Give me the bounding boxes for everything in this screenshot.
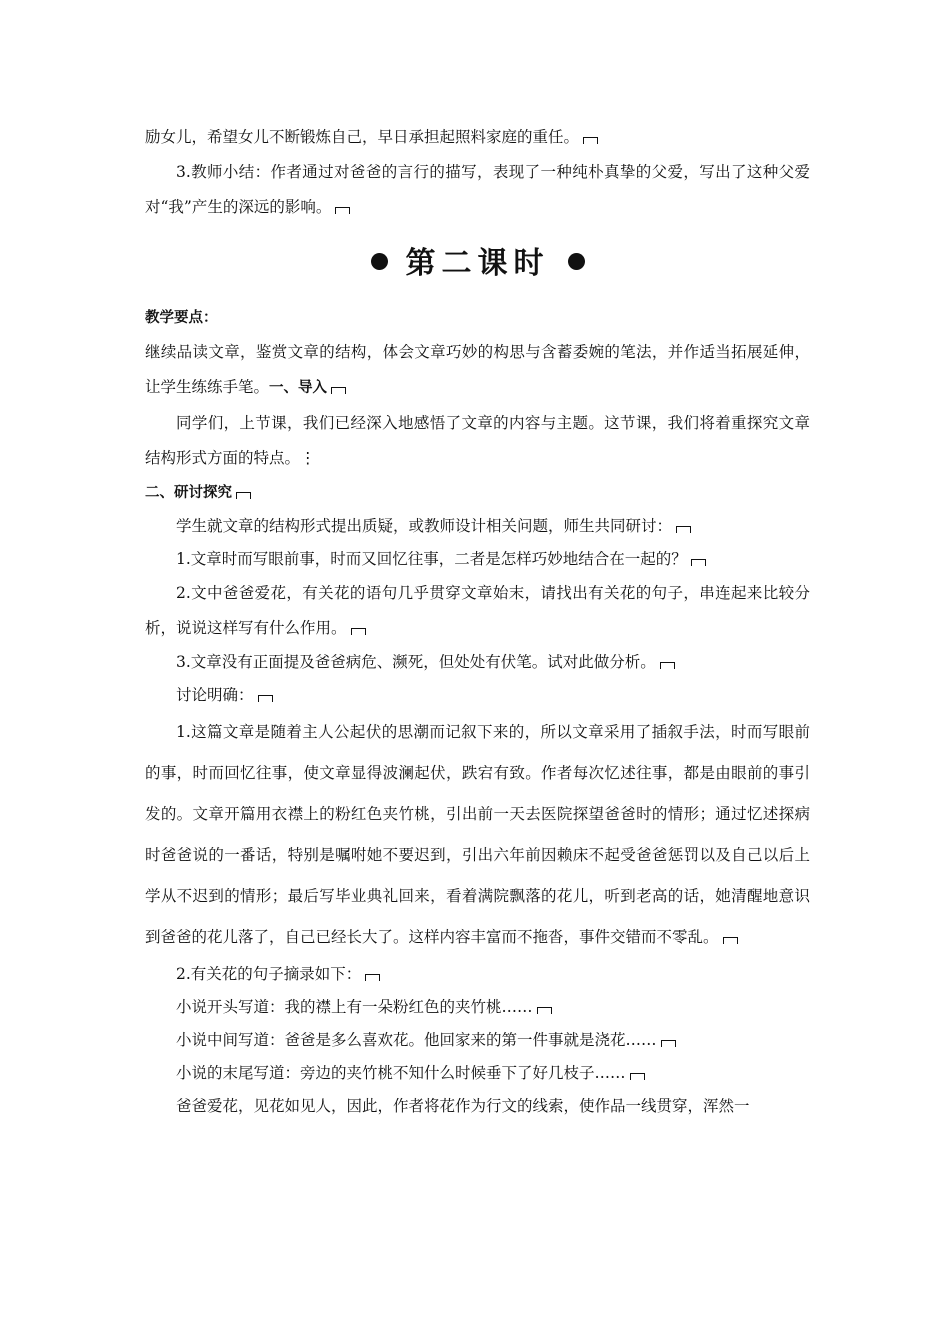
question-item bbox=[145, 646, 810, 679]
paragraph-mark-icon bbox=[661, 1040, 676, 1047]
quote-text: 小说中间写道：爸爸是多么喜欢花。他回家来的第一件事就是浇花…… bbox=[176, 1031, 657, 1049]
paragraph-mark-icon bbox=[351, 628, 366, 635]
paragraph-mark-icon bbox=[583, 137, 598, 144]
paragraph-mark-icon bbox=[660, 662, 675, 669]
paragraph-text: 励女儿，希望女儿不断锻炼自己，早日承担起照料家庭的重任。 bbox=[145, 128, 580, 146]
paragraph-mark-icon bbox=[691, 559, 706, 566]
document-body bbox=[145, 120, 810, 1123]
question-text: 2.文中爸爸爱花，有关花的语句几乎贯穿文章始末，请找出有关花的句子，串连起来比较分析，说说这样写有什么作用。 bbox=[145, 584, 810, 637]
discuss-label-line bbox=[145, 476, 810, 510]
paragraph-continuation bbox=[145, 120, 810, 155]
discuss-intro-paragraph bbox=[145, 510, 810, 543]
section-heading bbox=[145, 239, 810, 289]
conclusion-label: 讨论明确： bbox=[176, 686, 254, 704]
paragraph-text: 1.这篇文章是随着主人公起伏的思潮而记叙下来的，所以文章采用了插叙手法，时而写眼前的事，时而回忆往事，使文章显得波澜起伏，跌宕有致。作者每次忆述往事，都是由眼前的事引发的。文章开篇用衣襟上的粉红色夹竹桃，引出前一天去医院探望爸爸时的情形；通过忆述探病时爸爸说的一番话，特别是嘱咐她不要迟到，引出六年前因赖床不起受爸爸惩罚以及自己以后上学从不迟到的情形；最后写毕业典礼回来，看着满院飘落的花儿，听到老高的话，她清醒地意识到爸爸的花儿落了，自己已经长大了。这样内容丰富而不拖沓，事件交错而不零乱。 bbox=[145, 723, 810, 946]
question-item bbox=[145, 543, 810, 576]
teaching-points-label bbox=[145, 301, 810, 335]
paragraph-mark-icon bbox=[335, 207, 350, 214]
quote-text: 小说开头写道：我的襟上有一朵粉红色的夹竹桃…… bbox=[176, 998, 533, 1016]
paragraph-text: 爸爸爱花，见花如见人，因此，作者将花作为行文的线索，使作品一线贯穿，浑然一 bbox=[176, 1097, 750, 1115]
question-text: 1.文章时而写眼前事，时而又回忆往事，二者是怎样巧妙地结合在一起的？ bbox=[176, 550, 687, 568]
quote-item bbox=[145, 1057, 810, 1090]
paragraph-text: 3.教师小结：作者通过对爸爸的言行的描写，表现了一种纯朴真挚的父爱，写出了这种父爱对“我”产生的深远的影响。 bbox=[145, 163, 810, 216]
conclusion-label-line bbox=[145, 679, 810, 712]
paragraph-mark-icon bbox=[537, 1007, 552, 1014]
paragraph-text: 同学们，上节课，我们已经深入地感悟了文章的内容与主题。这节课，我们将着重探究文章结构形式方面的特点。⋮ bbox=[145, 414, 810, 467]
intro-paragraph bbox=[145, 406, 810, 476]
teaching-points-paragraph bbox=[145, 335, 810, 406]
final-paragraph bbox=[145, 1090, 810, 1123]
paragraph-text: 继续品读文章，鉴赏文章的结构，体会文章巧妙的构思与含蓄委婉的笔法，并作适当拓展延伸，让学生练练手笔。 bbox=[145, 343, 810, 396]
section-heading-text: 第二课时 bbox=[405, 246, 550, 281]
quote-item bbox=[145, 1024, 810, 1057]
paragraph-mark-icon bbox=[630, 1073, 645, 1080]
label-text: 教学要点： bbox=[145, 310, 218, 326]
quote-text: 小说的末尾写道：旁边的夹竹桃不知什么时候垂下了好几枝子…… bbox=[176, 1064, 626, 1082]
answer-2-intro bbox=[145, 958, 810, 991]
quote-item bbox=[145, 991, 810, 1024]
paragraph-mark-icon bbox=[331, 387, 346, 394]
intro-label: 一、导入 bbox=[269, 380, 328, 396]
teacher-summary-paragraph bbox=[145, 155, 810, 225]
paragraph-mark-icon bbox=[723, 937, 738, 944]
paragraph-text: 学生就文章的结构形式提出质疑，或教师设计相关问题，师生共同研讨： bbox=[176, 517, 673, 535]
question-item bbox=[145, 576, 810, 646]
paragraph-mark-icon bbox=[365, 974, 380, 981]
paragraph-mark-icon bbox=[236, 492, 251, 499]
answer-paragraph bbox=[145, 712, 810, 958]
discuss-label: 二、研讨探究 bbox=[145, 485, 232, 501]
paragraph-text: 2.有关花的句子摘录如下： bbox=[176, 965, 362, 983]
question-text: 3.文章没有正面提及爸爸病危、濒死，但处处有伏笔。试对此做分析。 bbox=[176, 653, 656, 671]
bullet-dot-icon bbox=[371, 253, 388, 270]
paragraph-mark-icon bbox=[258, 695, 273, 702]
bullet-dot-icon bbox=[568, 253, 585, 270]
paragraph-mark-icon bbox=[676, 526, 691, 533]
